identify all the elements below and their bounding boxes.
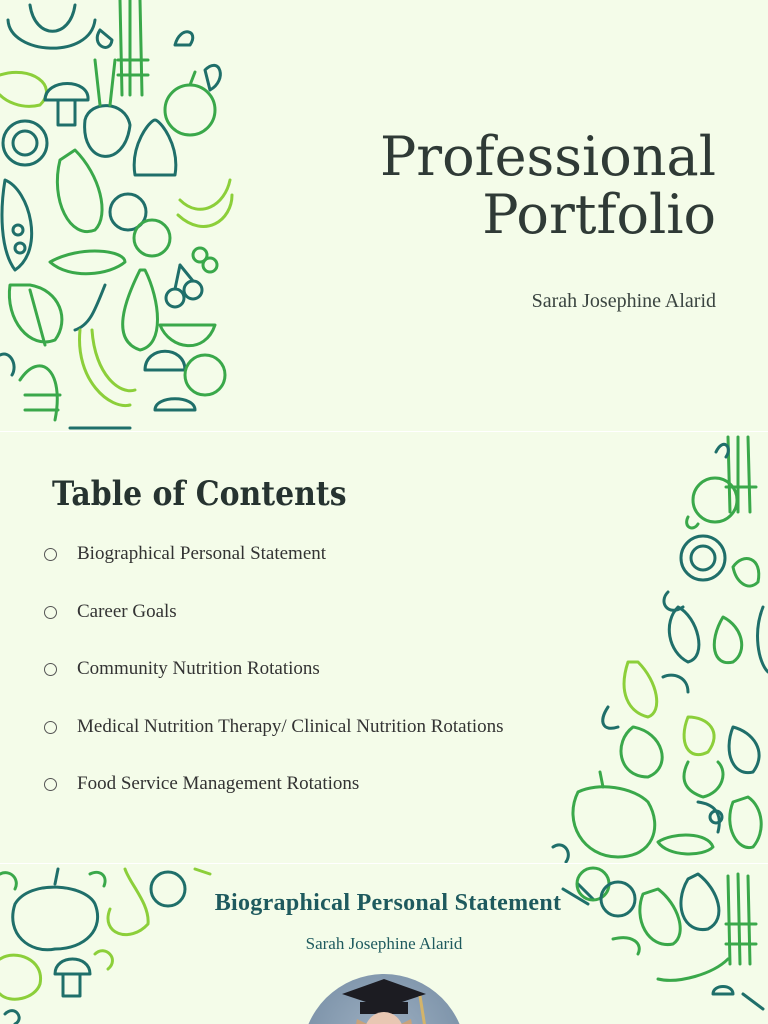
bio-heading: Biographical Personal Statement <box>214 890 562 916</box>
vegetable-doodle-border-icon <box>0 0 240 432</box>
toc-item-label: Biographical Personal Statement <box>77 543 327 564</box>
toc-item-label: Food Service Management Rotations <box>77 773 360 794</box>
cover-title-line1: Professional <box>379 125 716 188</box>
bio-author: Sarah Josephine Alarid <box>305 934 463 953</box>
toc-slide <box>0 432 768 864</box>
toc-heading: Table of Contents <box>52 474 347 514</box>
toc-item[interactable] <box>44 716 504 738</box>
cover-slide <box>0 0 768 432</box>
bullet-circle-icon <box>44 663 57 676</box>
vegetable-tree-doodle-icon <box>538 432 768 864</box>
bullet-circle-icon <box>44 721 57 734</box>
toc-item-label: Medical Nutrition Therapy/ Clinical Nutrition Rotations <box>77 716 504 737</box>
profile-photo <box>302 974 466 1024</box>
bullet-circle-icon <box>44 548 57 561</box>
cover-author: Sarah Josephine Alarid <box>531 290 716 312</box>
cover-title-line2: Portfolio <box>482 183 716 246</box>
cover-title <box>379 125 716 246</box>
toc-item[interactable] <box>44 543 326 565</box>
toc-item-label: Community Nutrition Rotations <box>77 658 320 679</box>
toc-item[interactable] <box>44 773 359 795</box>
bullet-circle-icon <box>44 606 57 619</box>
graduate-avatar-icon <box>302 974 466 1024</box>
bullet-circle-icon <box>44 778 57 791</box>
toc-item[interactable] <box>44 658 320 680</box>
toc-item[interactable] <box>44 601 177 623</box>
toc-item-label: Career Goals <box>77 601 177 622</box>
